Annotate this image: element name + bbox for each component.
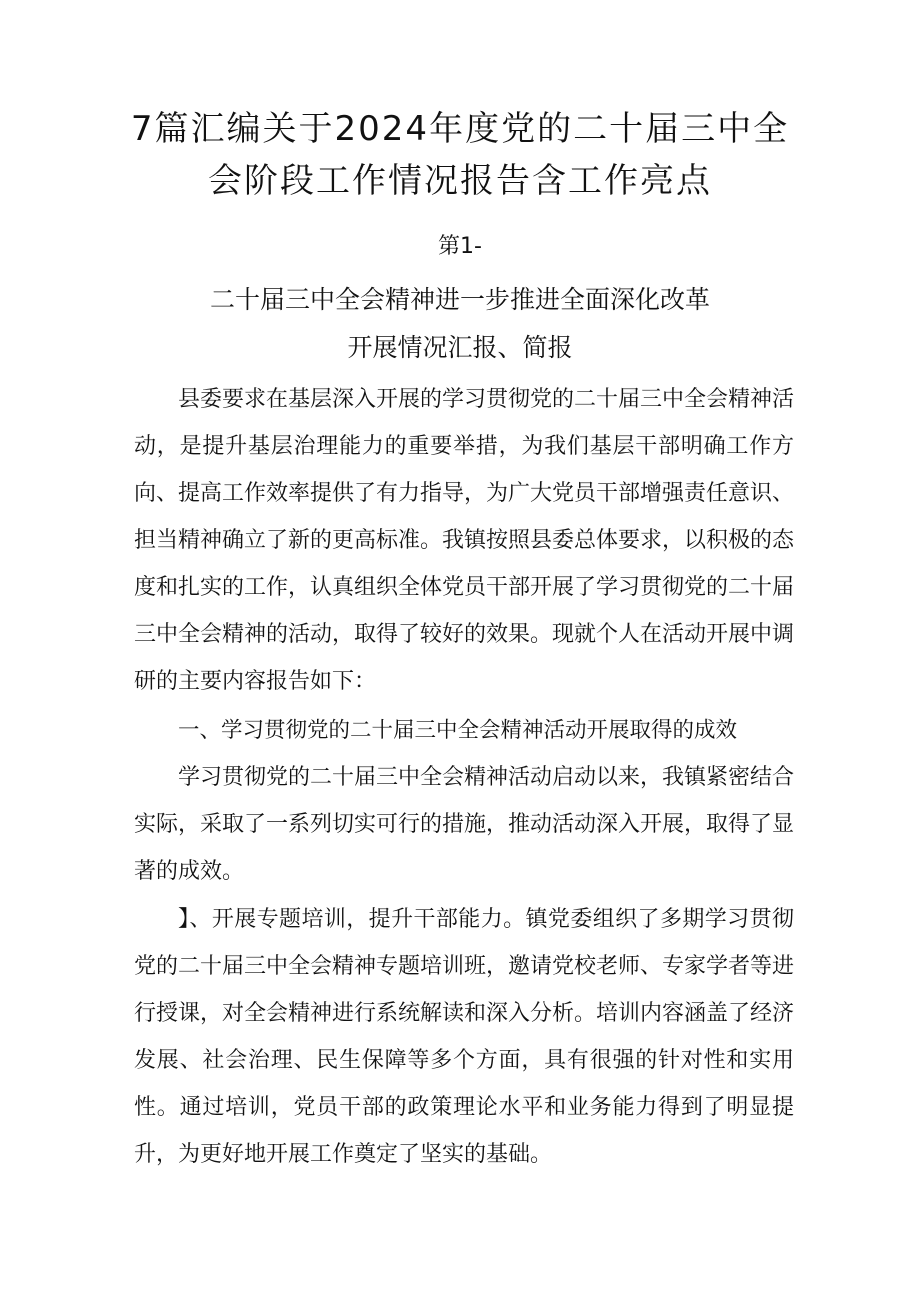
section-subtitle-line2: 开展情况汇报、简报 [347, 333, 573, 362]
document-title-line1: 7篇汇编关于2024年度党的二十届三中全 [130, 109, 790, 149]
body-paragraph-intro: 县委要求在基层深入开展的学习贯彻党的二十届三中全会精神活动，是提升基层治理能力的重要举措，为我们基层干部明确工作方向、提高工作效率提供了有力指导，为广大党员干部增强责任意识、担当精神确立了新的更高标准。我镇按照县委总体要求，以积极的态度和扎实的工作，认真组织全体党员干部开展了学习贯彻党的二十届三中全会精神的活动，取得了较好的效果。现就个人在活动开展中调研的主要内容报告如下： [134, 387, 795, 694]
chapter-label: 第1- [438, 234, 482, 259]
body-paragraph-results: 学习贯彻党的二十届三中全会精神活动启动以来，我镇紧密结合实际，采取了一系列切实可行的措施，推动活动深入开展，取得了显著的成效。 [134, 765, 795, 884]
section-heading-achievements: 一、学习贯彻党的二十届三中全会精神活动开展取得的成效 [178, 718, 738, 743]
body-paragraph-training: 】、开展专题培训，提升干部能力。镇党委组织了多期学习贯彻党的二十届三中全会精神专题培训班，邀请党校老师、专家学者等进行授课，对全会精神进行系统解读和深入分析。培训内容涵盖了经济发展、社会治理、民生保障等多个方面，具有很强的针对性和实用性。通过培训，党员干部的政策理论水平和业务能力得到了明显提升，为更好地开展工作奠定了坚实的基础。 [134, 907, 795, 1167]
section-subtitle-line1: 二十届三中全会精神进一步推进全面深化改革 [209, 285, 710, 314]
document-title-line2: 会阶段工作情况报告含工作亮点 [208, 161, 712, 201]
